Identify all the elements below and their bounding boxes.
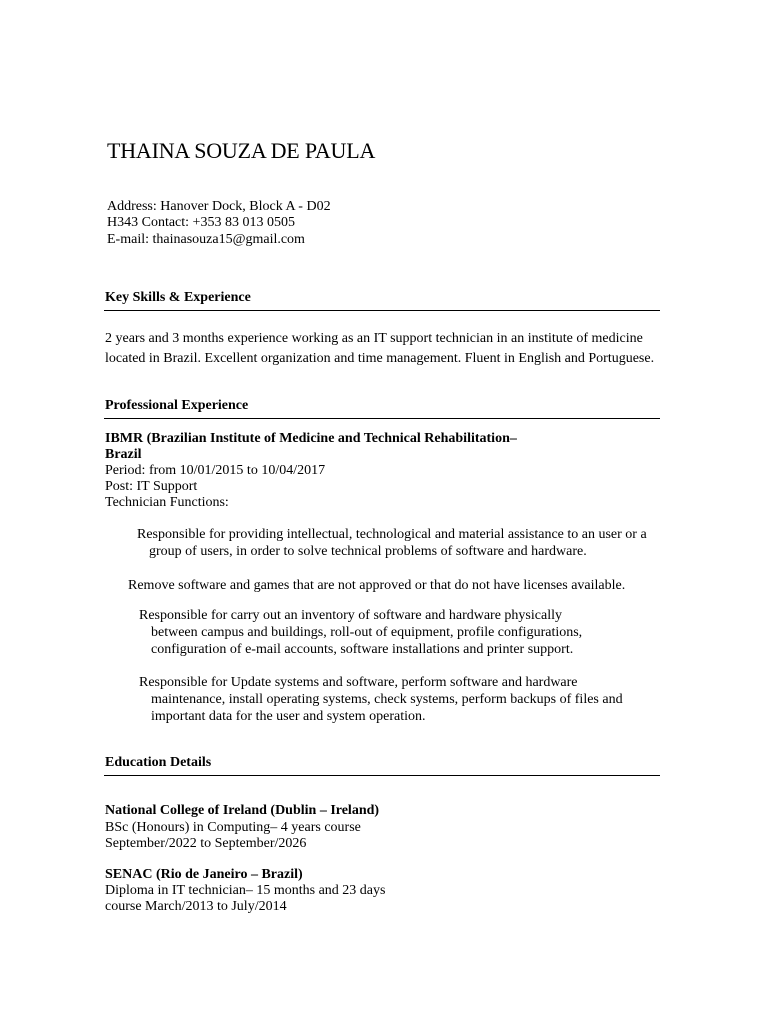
education-heading: Education Details	[105, 755, 212, 770]
degree-line: BSc (Honours) in Computing– 4 years course	[105, 820, 361, 835]
functions-label: Technician Functions:	[105, 495, 229, 510]
degree-dates: September/2022 to September/2026	[105, 836, 307, 851]
experience-heading: Professional Experience	[105, 398, 249, 413]
skills-summary: 2 years and 3 months experience working as an IT support technician in an institute of medicine located in Brazil. Excellent organization and time management. Fluent in English and Portuguese.	[105, 331, 655, 366]
phone-line: H343 Contact: +353 83 013 0505	[107, 215, 295, 230]
degree-dates: course March/2013 to July/2014	[105, 899, 287, 914]
duty-text: Remove software and games that are not approved or that do not have licenses available.	[128, 578, 626, 593]
employer-name-line1: IBMR (Brazilian Institute of Medicine and Technical Rehabilitation–	[105, 431, 517, 446]
skills-divider	[104, 310, 660, 311]
experience-divider	[104, 418, 660, 419]
degree-line: Diploma in IT technician– 15 months and 23 days	[105, 883, 386, 898]
school-name: SENAC (Rio de Janeiro – Brazil)	[105, 867, 303, 882]
duty-item	[139, 674, 639, 725]
duty-text-continued: between campus and buildings, roll-out of equipment, profile configurations, configuration of e-mail accounts, software installations and printer support.	[151, 625, 583, 657]
employer-name-line2: Brazil	[105, 447, 142, 462]
duty-item	[139, 607, 639, 658]
candidate-name: THAINA SOUZA DE PAULA	[107, 138, 376, 163]
employment-period: Period: from 10/01/2015 to 10/04/2017	[105, 463, 326, 478]
address-line: Address: Hanover Dock, Block A - D02	[107, 199, 331, 214]
skills-heading: Key Skills & Experience	[105, 290, 251, 305]
duty-text: Responsible for Update systems and software, perform software and hardware	[139, 675, 578, 690]
education-divider	[104, 775, 660, 776]
employment-post: Post: IT Support	[105, 479, 198, 494]
duty-text-continued: maintenance, install operating systems, check systems, perform backups of files and important data for the user and system operation.	[151, 692, 623, 724]
email-line: E-mail: thainasouza15@gmail.com	[107, 232, 305, 247]
duty-text-continued: group of users, in order to solve technical problems of software and hardware.	[149, 544, 587, 559]
duty-text: Responsible for providing intellectual, technological and material assistance to an user or a	[137, 527, 647, 542]
duty-text: Responsible for carry out an inventory of software and hardware physically	[139, 608, 562, 623]
school-name: National College of Ireland (Dublin – Ireland)	[105, 803, 380, 818]
duty-item	[137, 526, 697, 560]
duty-item	[128, 577, 688, 594]
